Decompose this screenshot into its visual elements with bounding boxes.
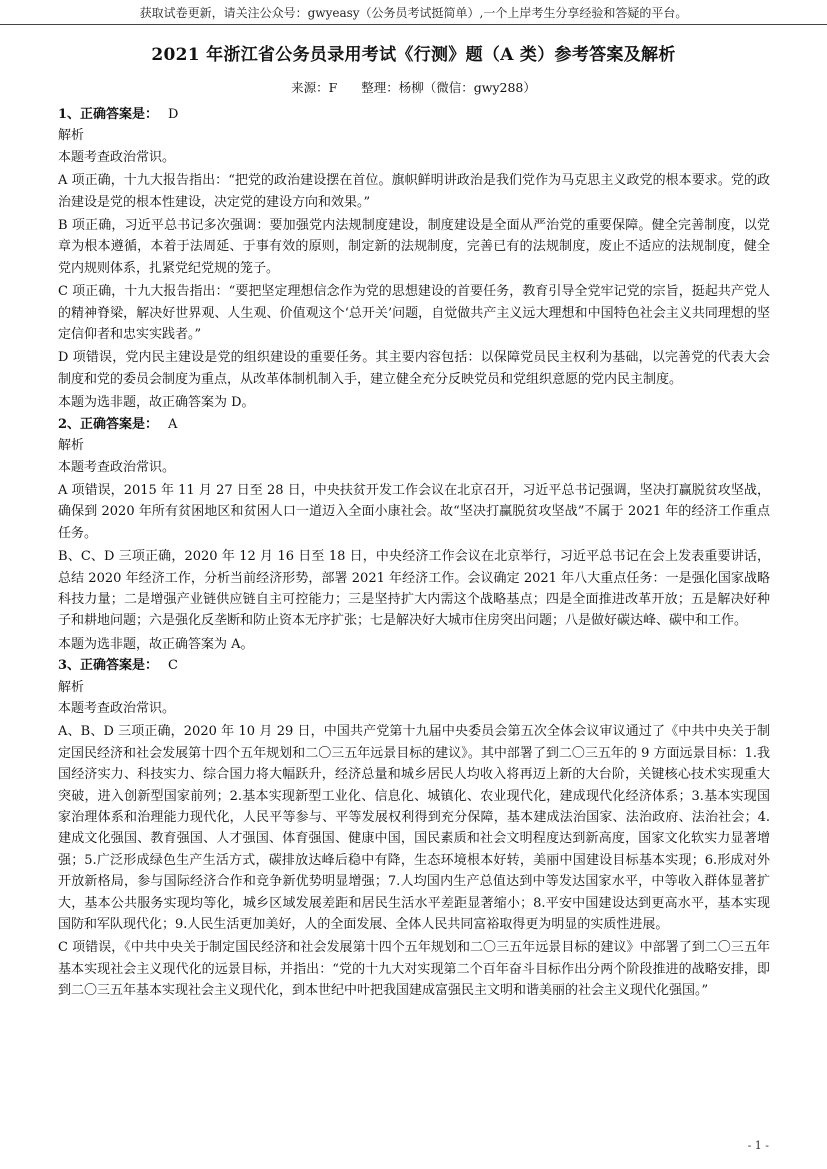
question-1-label: 解析 — [58, 128, 85, 144]
top-banner: 获取试卷更新，请关注公众号：gwyeasy（公务员考试挺简单）,一个上岸考生分享经验和答疑的平台。 — [0, 0, 827, 25]
page-number: - 1 - — [747, 1139, 769, 1152]
question-2-para: B、C、D 三项正确，2020 年 12 月 16 日至 18 日，中央经济工作会议在北京举行，习近平总书记在会上发表重要讲话，总结 2020 年经济工作，分析当前经济形势，部署 2021 年经济工作。会议确定 2021 年八大重点任务：一是强化国家战略科技力量；二是增强产业链供应链自主可控能力；三是坚持扩大内需这个战略基点；四是全面推进改革开放；五是解决好种子和耕地问题；六是强化反垄断和防止资本无序扩张；七是解决好大城市住房突出问题；八是做好碳达峰、碳中和工作。 — [58, 549, 770, 629]
page-title: 2021 年浙江省公务员录用考试《行测》题（A 类）参考答案及解析 — [151, 45, 676, 65]
question-3-header — [58, 655, 770, 676]
question-1-para: D 项错误，党内民主建设是党的组织建设的重要任务。其主要内容包括：以保障党员民主权利为基础，以完善党的代表大会制度和党的委员会制度为重点，从改革体制机制入手，建立健全充分反映党员和党组织意愿的党内民主制度。 — [58, 350, 770, 387]
byline-source: 来源：F — [291, 80, 338, 95]
question-2-conclusion: 本题为选非题，故正确答案为 A。 — [58, 636, 254, 652]
question-3-topic: 本题考查政治常识。 — [58, 700, 176, 716]
question-2-header — [58, 414, 770, 435]
question-2-answer: A — [168, 416, 178, 432]
question-1-head: 1、正确答案是： — [58, 107, 159, 122]
byline — [0, 78, 827, 96]
question-2-label: 解析 — [58, 438, 85, 454]
question-3-label: 解析 — [58, 679, 85, 695]
question-3-para: C 项错误，《中共中央关于制定国民经济和社会发展第十四个五年规划和二〇三五年远景目标的建议》中部署了到二〇三五年基本实现社会主义现代化的远景目标，并指出：“党的十九大对实现第二个百年奋斗目标作出分两个阶段推进的战略安排，即到二〇三五年基本实现社会主义现代化，到本世纪中叶把我国建成富强民主文明和谐美丽的社会主义现代化强国。” — [58, 940, 770, 999]
question-3-para: A、B、D 三项正确，2020 年 10 月 29 日，中国共产党第十九届中央委员会第五次全体会议审议通过了《中共中央关于制定国民经济和社会发展第十四个五年规划和二〇三五年远景目标的建议》。其中部署了到二〇三五年的 9 方面远景目标：1.我国经济实力、科技实力、综合国力将大幅跃升，经济总量和城乡居民人均收入将再迈上新的大台阶，关键核心技术实现重大突破，进入创新型国家前列；2.基本实现新型工业化、信息化、城镇化、农业现代化，建成现代化经济体系；3.基本实现国家治理体系和治理能力现代化，人民平等参与、平等发展权利得到充分保障，基本建成法治国家、法治政府、法治社会；4.建成文化强国、教育强国、人才强国、体育强国、健康中国，国民素质和社会文明程度达到新高度，国家文化软实力显著增强；5.广泛形成绿色生产生活方式，碳排放达峰后稳中有降，生态环境根本好转，美丽中国建设目标基本实现；6.形成对外开放新格局，参与国际经济合作和竞争新优势明显增强；7.人均国内生产总值达到中等发达国家水平，中等收入群体显著扩大，基本公共服务实现均等化，城乡区域发展差距和居民生活水平差距显著缩小；8.平安中国建设达到更高水平，基本实现国防和军队现代化；9.人民生活更加美好，人的全面发展、全体人民共同富裕取得更为明显的实质性进展。 — [58, 724, 770, 933]
question-1-topic: 本题考查政治常识。 — [58, 149, 176, 165]
question-2-para: A 项错误，2015 年 11 月 27 日至 28 日，中央扶贫开发工作会议在北京召开，习近平总书记强调，坚决打赢脱贫攻坚战，确保到 2020 年所有贫困地区和贫困人口一道迈入全面小康社会。故“坚决打赢脱贫攻坚战”不属于 2021 年的经济工作重点任务。 — [58, 482, 770, 541]
question-1-para: B 项正确，习近平总书记多次强调：要加强党内法规制度建设，制度建设是全面从严治党的重要保障。健全完善制度，以党章为根本遵循，本着于法周延、于事有效的原则，制定新的法规制度，完善已有的法规制度，废止不适应的法规制度，健全党内规则体系，扎紧党纪党规的笼子。 — [58, 218, 770, 276]
question-1-conclusion: 本题为选非题，故正确答案为 D。 — [58, 395, 255, 411]
question-1-para: A 项正确，十九大报告指出：“把党的政治建设摆在首位。旗帜鲜明讲政治是我们党作为马克思主义政党的根本要求。党的政治建设是党的根本性建设，决定党的建设方向和效果。” — [58, 173, 770, 210]
byline-editor: 整理：杨柳（微信：gwy288） — [361, 80, 536, 95]
question-1-answer: D — [168, 107, 179, 122]
question-1-para: C 项正确，十九大报告指出：“要把坚定理想信念作为党的思想建设的首要任务，教育引导全党牢记党的宗旨，挺起共产党人的精神脊梁，解决好世界观、人生观、价值观这个‘总开关’问题，自觉做共产主义远大理想和中国特色社会主义共同理想的坚定信仰者和忠实实践者。” — [58, 284, 770, 343]
question-3-head: 3、正确答案是： — [58, 658, 159, 674]
question-1-header — [58, 104, 770, 125]
question-2-topic: 本题考查政治常识。 — [58, 459, 176, 475]
question-3-answer: C — [168, 658, 178, 674]
question-2-head: 2、正确答案是： — [58, 416, 159, 432]
answer-content — [58, 104, 770, 1002]
